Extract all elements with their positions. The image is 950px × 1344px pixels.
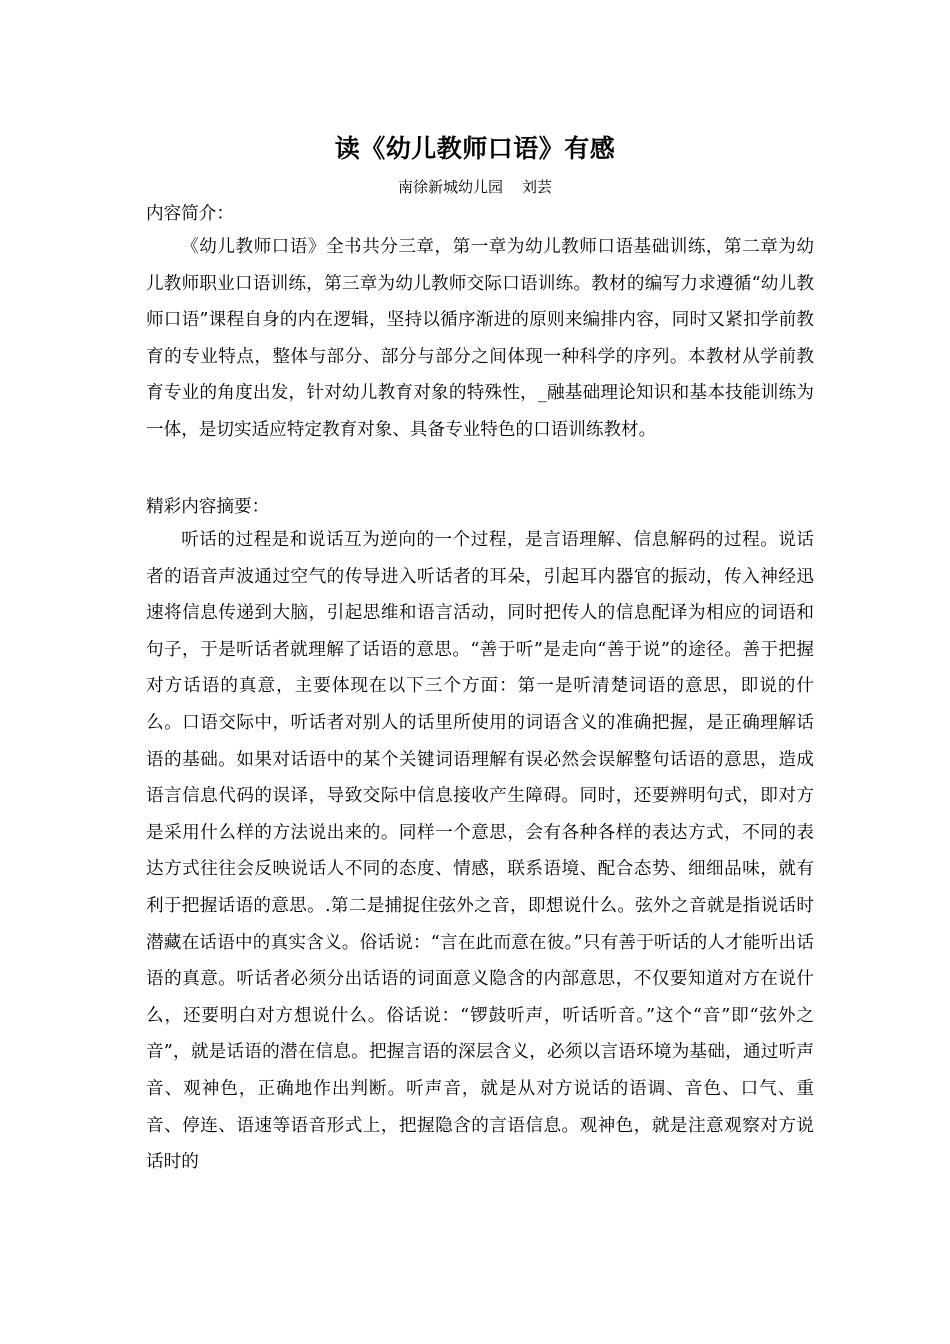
section-label: 内容简介： (146, 204, 234, 224)
section-introduction (146, 199, 814, 449)
author-line: 南徐新城幼儿园 刘芸 (397, 178, 553, 196)
section-paragraph: 听话的过程是和说话互为逆向的一个过程，是言语理解、信息解码的过程。说话者的语音声波通过空气的传导进入听话者的耳朵，引起耳内器官的振动，传入神经迅速将信息传递到大脑，引起思维和语言活动，同时把传人的信息配译为相应的词语和句子，于是听话者就理解了话语的意思。“善于听”是走向“善于说”的途径。善于把握对方话语的真意，主要体现在以下三个方面：第一是听清楚词语的意思，即说的什么。口语交际中，听话者对别人的话里所使用的词语含义的准确把握，是正确理解话语的基础。如果对话语中的某个关键词语理解有误必然会误解整句话语的意思，造成语言信息代码的误译，导致交际中信息接收产生障碍。同时，还要辨明句式，即对方是采用什么样的方法说出来的。同样一个意思，会有各种各样的表达方式，不同的表达方式往往会反映说话人不同的态度、情感，联系语境、配合态势、细细品味，就有利于把握话语的意思。.第二是捕捉住弦外之音，即想说什么。弦外之音就是指说话时潜藏在话语中的真实含义。俗话说：“言在此而意在彼。”只有善于听话的人才能听出话语的真意。听话者必须分出话语的词面意义隐含的内部意思，不仅要知道对方在说什么，还要明白对方想说什么。俗话说：“锣鼓听声，听话听音。”这个“音”即“弦外之音”，就是话语的潜在信息。把握言语的深层含义，必须以言语环境为基础，通过听声音、观神色，正确地作出判断。听声音，就是从对方说话的语调、音色、口气、重音、停连、语速等语音形式上，把握隐含的言语信息。观神色，就是注意观察对方说话时的 (146, 530, 814, 1173)
section-paragraph: 《幼儿教师口语》全书共分三章，第一章为幼儿教师口语基础训练，第二章为幼儿教师职业口语训练，第三章为幼儿教师交际口语训练。教材的编写力求遵循“幼儿教师口语”课程自身的内在逻辑，坚持以循序渐进的原则来编排内容，同时又紧扣学前教育的专业特点，整体与部分、部分与部分之间体现一种科学的序列。本教材从学前教育专业的角度出发，针对幼儿教育对象的特殊性，_融基础理论知识和基本技能训练为一体，是切实适应特定教育对象、具备专业特色的口语训练教材。 (146, 237, 814, 440)
section-label: 精彩内容摘要： (146, 497, 270, 517)
document-title: 读《幼儿教师口语》有感 (334, 134, 616, 163)
section-highlights (146, 492, 814, 1181)
